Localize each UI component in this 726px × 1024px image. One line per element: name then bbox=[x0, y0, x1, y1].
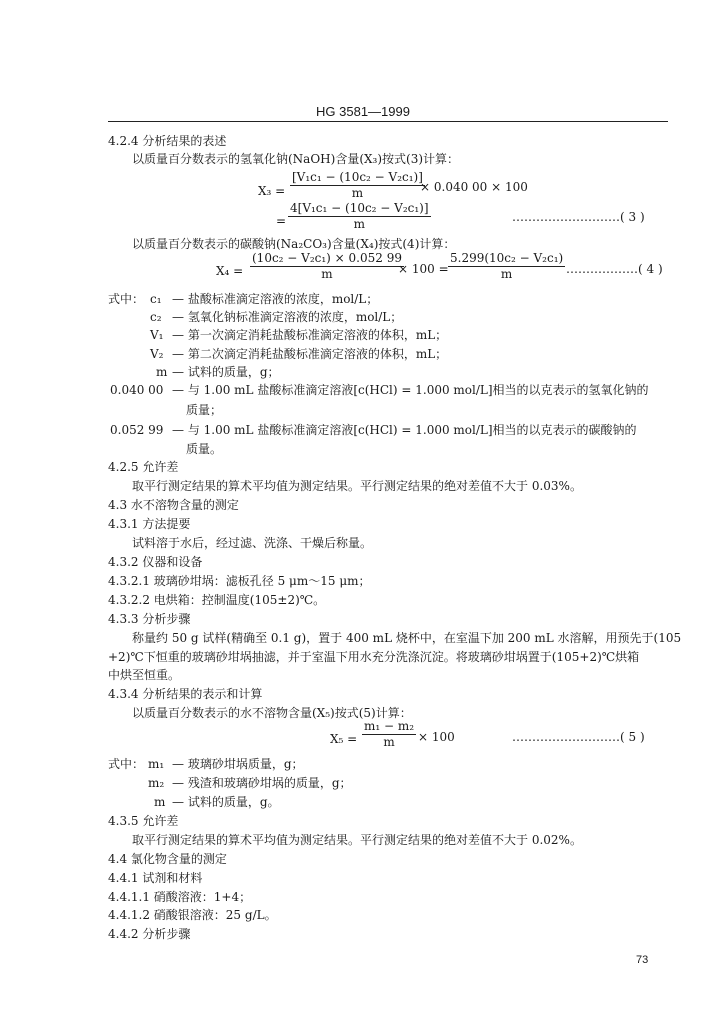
def-symbol: c₁ bbox=[150, 292, 162, 306]
where-label-2: 式中： bbox=[108, 757, 145, 771]
def-symbol: V₁ bbox=[150, 328, 164, 342]
x5-numerator: m₁ − m₂ bbox=[364, 719, 415, 733]
section-4-4-1-1-text: 4.4.1.1 硝酸溶液：1+4； bbox=[108, 890, 252, 904]
section-4-3-4-heading: 4.3.4 分析结果的表示和计算 bbox=[108, 687, 263, 701]
x3-fraction-2 bbox=[288, 201, 431, 232]
x3-tail-1: × 0.040 00 × 100 bbox=[420, 180, 528, 194]
section-4-3-1-heading: 4.3.1 方法提要 bbox=[108, 517, 191, 531]
def-text: — 第二次滴定消耗盐酸标准滴定溶液的体积，mL； bbox=[172, 347, 448, 361]
def-text: — 试料的质量，g； bbox=[172, 365, 280, 379]
def-symbol: c₂ bbox=[150, 310, 162, 324]
def-text: — 残渣和玻璃砂坩埚的质量，g； bbox=[172, 776, 352, 790]
coef-naoh-symbol: 0.040 00 bbox=[110, 383, 164, 397]
x3-equals-2: = bbox=[276, 214, 287, 228]
standard-code-header: HG 3581—1999 bbox=[316, 104, 410, 119]
section-4-3-2-1-text: 4.3.2.1 玻璃砂坩埚：滤板孔径 5 μm～15 μm； bbox=[108, 574, 371, 588]
page-number: 73 bbox=[636, 954, 649, 966]
section-4-3-2-heading: 4.3.2 仪器和设备 bbox=[108, 555, 203, 569]
coef-na2co3-line-2: 质量。 bbox=[186, 442, 223, 456]
x3-denominator-2: m bbox=[353, 217, 365, 231]
section-4-3-3-line-1: 称量约 50 g 试样(精确至 0.1 g)，置于 400 mL 烧杯中，在室温下加 200 mL 水溶解，用预先于(105 bbox=[132, 631, 682, 645]
x5-fraction bbox=[362, 719, 416, 750]
section-4-4-1-2-text: 4.4.1.2 硝酸银溶液：25 g/L。 bbox=[108, 908, 277, 922]
formula-3-tag: ………………………( 3 ) bbox=[512, 210, 645, 224]
x5-lhs: X₅ = bbox=[330, 732, 358, 746]
section-4-2-5-heading: 4.2.5 允许差 bbox=[108, 460, 179, 474]
def-symbol: m bbox=[156, 365, 168, 379]
x4-denominator-1: m bbox=[321, 267, 333, 281]
x3-numerator-1: [V₁c₁ − (10c₂ − V₂c₁)] bbox=[292, 170, 423, 184]
def-text: — 盐酸标准滴定溶液的浓度，mol/L； bbox=[172, 292, 379, 306]
section-4-2-5-text: 取平行测定结果的算术平均值为测定结果。平行测定结果的绝对差值不大于 0.03%。 bbox=[132, 479, 582, 493]
def-text: — 玻璃砂坩埚质量，g； bbox=[172, 757, 304, 771]
section-4-3-3-line-2: +2)℃下恒重的玻璃砂坩埚抽滤，并于室温下用水充分洗涤沉淀。将玻璃砂坩埚置于(105+2)℃烘箱 bbox=[108, 650, 640, 664]
x4-numerator-2: 5.299(10c₂ − V₂c₁) bbox=[450, 251, 564, 265]
def-symbol: m₂ bbox=[148, 776, 165, 790]
section-4-2-4-heading: 4.2.4 分析结果的表述 bbox=[108, 134, 227, 148]
def-text: — 氢氧化钠标准滴定溶液的浓度，mol/L； bbox=[172, 310, 403, 324]
def-symbol: V₂ bbox=[150, 347, 164, 361]
x5-tail: × 100 bbox=[418, 730, 455, 744]
section-4-3-1-text: 试料溶于水后，经过滤、洗涤、干燥后称量。 bbox=[132, 536, 373, 550]
x3-fraction-1 bbox=[290, 170, 425, 201]
def-text: — 第一次滴定消耗盐酸标准滴定溶液的体积，mL； bbox=[172, 328, 448, 342]
x3-lhs: X₃ = bbox=[258, 184, 286, 198]
formula-4-intro: 以质量百分数表示的碳酸钠(Na₂CO₃)含量(X₄)按式(4)计算： bbox=[132, 237, 456, 251]
formula-5-tag: ………………………( 5 ) bbox=[512, 730, 645, 744]
def-symbol: m bbox=[154, 795, 166, 809]
formula-5-intro: 以质量百分数表示的水不溶物含量(X₅)按式(5)计算： bbox=[132, 706, 412, 720]
x4-numerator-1: (10c₂ − V₂c₁) × 0.052 99 bbox=[252, 251, 402, 265]
header-rule bbox=[108, 121, 668, 122]
x4-fraction-1 bbox=[250, 251, 404, 282]
x5-denominator: m bbox=[383, 735, 395, 749]
section-4-4-heading: 4.4 氯化物含量的测定 bbox=[108, 852, 227, 866]
formula-3-intro: 以质量百分数表示的氢氧化钠(NaOH)含量(X₃)按式(3)计算： bbox=[132, 152, 460, 166]
def-text: — 试料的质量，g。 bbox=[172, 795, 280, 809]
section-4-3-heading: 4.3 水不溶物含量的测定 bbox=[108, 498, 239, 512]
formula-4-tag: ………………( 4 ) bbox=[566, 262, 663, 276]
x4-fraction-2 bbox=[448, 251, 565, 282]
section-4-3-5-heading: 4.3.5 允许差 bbox=[108, 814, 179, 828]
x4-lhs: X₄ = bbox=[216, 264, 244, 278]
x4-middle: × 100 = bbox=[398, 262, 449, 276]
section-4-3-2-2-text: 4.3.2.2 电烘箱：控制温度(105±2)℃。 bbox=[108, 593, 326, 607]
x4-denominator-2: m bbox=[500, 267, 513, 281]
coef-naoh-line-2: 质量； bbox=[186, 403, 223, 417]
coef-na2co3-symbol: 0.052 99 bbox=[110, 423, 164, 437]
coef-na2co3-line-1: — 与 1.00 mL 盐酸标准滴定溶液[c(HCl) = 1.000 mol/L]相当的以克表示的碳酸钠的 bbox=[172, 423, 637, 437]
section-4-3-3-line-3: 中烘至恒重。 bbox=[108, 668, 181, 682]
section-4-4-1-heading: 4.4.1 试剂和材料 bbox=[108, 871, 203, 885]
section-4-4-2-heading: 4.4.2 分析步骤 bbox=[108, 927, 191, 941]
section-4-3-5-text: 取平行测定结果的算术平均值为测定结果。平行测定结果的绝对差值不大于 0.02%。 bbox=[132, 833, 582, 847]
section-4-3-3-heading: 4.3.3 分析步骤 bbox=[108, 612, 191, 626]
def-symbol: m₁ bbox=[148, 757, 165, 771]
where-label-1: 式中： bbox=[108, 292, 145, 306]
x3-denominator-1: m bbox=[351, 186, 364, 200]
x3-numerator-2: 4[V₁c₁ − (10c₂ − V₂c₁)] bbox=[290, 201, 429, 215]
coef-naoh-line-1: — 与 1.00 mL 盐酸标准滴定溶液[c(HCl) = 1.000 mol/L]相当的以克表示的氢氧化钠的 bbox=[172, 383, 649, 397]
